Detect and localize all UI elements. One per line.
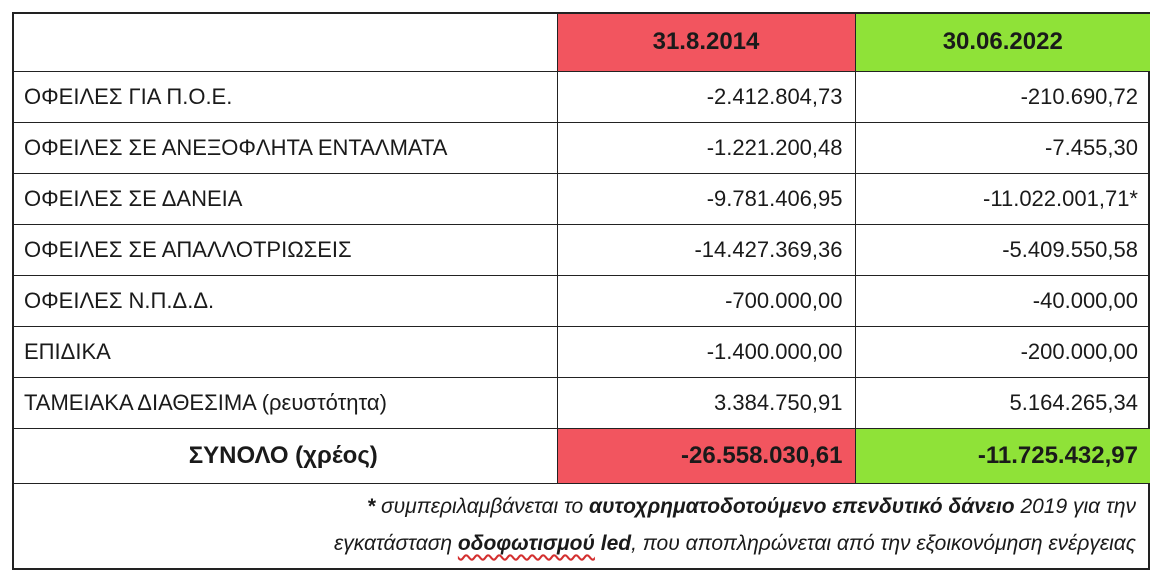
row-value-2014: -1.221.200,48	[557, 122, 855, 173]
table-row	[14, 71, 1150, 122]
row-label: ΟΦΕΙΛΕΣ Ν.Π.Δ.Δ.	[14, 275, 557, 326]
footnote-text: συμπεριλαμβάνεται το	[375, 495, 590, 518]
header-date-2014: 31.8.2014	[557, 14, 855, 71]
row-value-2022: -5.409.550,58	[855, 224, 1150, 275]
row-value-2022: -40.000,00	[855, 275, 1150, 326]
row-label: ΟΦΕΙΛΕΣ ΣΕ ΑΝΕΞΟΦΛΗΤΑ ΕΝΤΑΛΜΑΤΑ	[14, 122, 557, 173]
row-value-2014: -700.000,00	[557, 275, 855, 326]
debt-summary-sheet	[12, 12, 1150, 570]
total-value-2022: -11.725.432,97	[855, 428, 1150, 483]
table-row	[14, 326, 1150, 377]
row-value-2014: -2.412.804,73	[557, 71, 855, 122]
table-header-row	[14, 14, 1150, 71]
table-row	[14, 377, 1150, 428]
footnote-text: , που αποπληρώνεται από την εξοικονόμηση ενέργειας	[631, 532, 1136, 555]
footnote-line-1	[26, 488, 1136, 525]
row-label: ΟΦΕΙΛΕΣ ΣΕ ΑΠΑΛΛΟΤΡΙΩΣΕΙΣ	[14, 224, 557, 275]
total-value-2014: -26.558.030,61	[557, 428, 855, 483]
row-label: ΟΦΕΙΛΕΣ ΣΕ ΔΑΝΕΙΑ	[14, 173, 557, 224]
debt-table	[14, 14, 1150, 484]
footnote-star: *	[366, 495, 376, 518]
row-label: ΕΠΙΔΙΚΑ	[14, 326, 557, 377]
footnote	[14, 488, 1148, 562]
footnote-bold-loan: αυτοχρηματοδοτούμενο επενδυτικό δάνειο	[589, 495, 1015, 518]
row-value-2022: 5.164.265,34	[855, 377, 1150, 428]
row-value-2022: -7.455,30	[855, 122, 1150, 173]
row-value-2014: 3.384.750,91	[557, 377, 855, 428]
row-value-2022: -11.022.001,71*	[855, 173, 1150, 224]
table-row	[14, 122, 1150, 173]
row-value-2014: -14.427.369,36	[557, 224, 855, 275]
row-label: ΟΦΕΙΛΕΣ ΓΙΑ Π.Ο.Ε.	[14, 71, 557, 122]
row-value-2022: -210.690,72	[855, 71, 1150, 122]
row-value-2014: -1.400.000,00	[557, 326, 855, 377]
row-value-2014: -9.781.406,95	[557, 173, 855, 224]
row-label: ΤΑΜΕΙΑΚΑ ΔΙΑΘΕΣΙΜΑ (ρευστότητα)	[14, 377, 557, 428]
footnote-text: εγκατάσταση	[334, 532, 458, 555]
table-row	[14, 173, 1150, 224]
footnote-bold-lighting: οδοφωτισμού	[457, 532, 595, 555]
header-label-cell	[14, 14, 557, 71]
row-value-2022: -200.000,00	[855, 326, 1150, 377]
footnote-bold-led: led	[594, 532, 632, 555]
footnote-line-2	[26, 525, 1136, 562]
total-label: ΣΥΝΟΛΟ (χρέος)	[14, 428, 557, 483]
table-row	[14, 275, 1150, 326]
header-date-2022: 30.06.2022	[855, 14, 1150, 71]
total-row	[14, 428, 1150, 483]
footnote-text: 2019 για την	[1014, 495, 1136, 518]
table-row	[14, 224, 1150, 275]
